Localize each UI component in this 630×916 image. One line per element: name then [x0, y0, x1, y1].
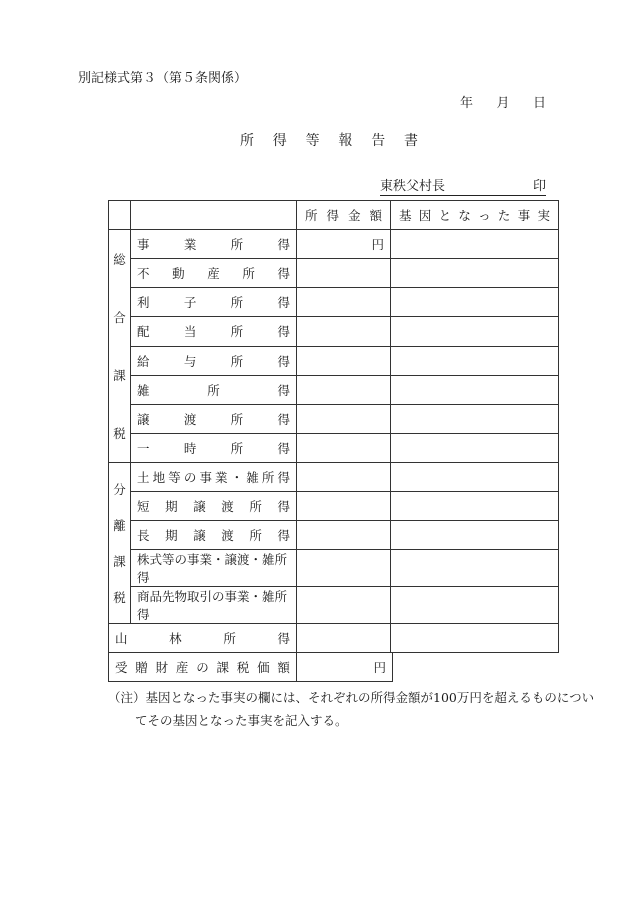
income-type-char: 所 [230, 353, 244, 369]
income-type-char: 所 [261, 470, 275, 485]
income-type-char: 長 [137, 528, 150, 543]
income-type-label [131, 404, 297, 433]
income-amount-cell[interactable] [297, 404, 391, 433]
amount-header-char: 所 [305, 208, 318, 223]
amount-header-char: 得 [326, 208, 339, 223]
group-label-char: 離 [113, 517, 126, 533]
amount-header-char: 金 [347, 208, 361, 223]
gift-label-char: 額 [277, 660, 290, 675]
income-type-char: ・ [230, 470, 244, 485]
income-amount-cell[interactable] [297, 259, 391, 288]
income-type-char: 土 [137, 470, 150, 485]
income-amount-cell[interactable] [297, 288, 391, 317]
table-row [109, 404, 559, 433]
gift-label-char: 贈 [135, 660, 148, 675]
basis-fact-cell[interactable] [391, 433, 559, 462]
income-table [108, 200, 559, 653]
income-type-char: 譲 [193, 499, 206, 514]
table-row [109, 375, 559, 404]
income-type-char: 等 [168, 470, 181, 485]
year-label: 年 [460, 96, 474, 111]
income-type-char: 所 [249, 528, 262, 543]
forestry-label-char: 山 [115, 631, 128, 646]
gift-label-char: 税 [236, 660, 250, 675]
table-row [109, 288, 559, 317]
income-amount-cell[interactable] [297, 375, 391, 404]
income-type-label [131, 259, 297, 288]
income-type-label [131, 587, 297, 624]
addressee-name: 東秩父村長 [380, 179, 446, 194]
title-char: 告 [371, 133, 386, 149]
basis-header-char: 因 [418, 208, 432, 223]
income-type-label [131, 433, 297, 462]
gift-label-char: 財 [155, 660, 169, 675]
income-type-label [131, 230, 297, 259]
income-type-char: 所 [230, 237, 244, 253]
income-type-char: 譲 [193, 528, 206, 543]
income-type-label [131, 550, 297, 587]
table-row [109, 433, 559, 462]
group-label-char: 税 [113, 590, 126, 606]
basis-fact-cell[interactable] [391, 463, 559, 492]
note-line-1: （注）基因となった事実の欄には、それぞれの所得金額が100万円を超えるものについ [108, 690, 595, 705]
basis-fact-cell[interactable] [391, 375, 559, 404]
income-type-char: 子 [183, 295, 197, 311]
income-amount-cell[interactable] [297, 550, 391, 587]
note-line-2: てその基因となった事実を記入する。 [135, 713, 348, 728]
income-type-char: 株式等の事業・譲渡・雑所得 [137, 552, 288, 585]
income-type-char: 短 [137, 499, 150, 514]
income-type-char: 所 [249, 499, 262, 514]
gift-label [115, 658, 290, 676]
income-type-char: 所 [207, 382, 220, 398]
income-type-char: 期 [165, 528, 178, 543]
page-title [240, 130, 418, 150]
gift-table [108, 652, 393, 682]
income-type-char: 不 [137, 266, 150, 282]
income-type-char: 地 [152, 470, 166, 485]
income-type-char: 得 [277, 499, 290, 514]
seal-mark: 印 [532, 179, 546, 194]
basis-header [391, 201, 559, 230]
basis-header-char: た [497, 208, 511, 223]
basis-header-char: 基 [399, 208, 412, 223]
income-amount-cell[interactable] [297, 346, 391, 375]
income-type-char: 産 [207, 266, 220, 282]
income-type-char: 渡 [183, 411, 197, 427]
gift-label-char: 産 [175, 660, 189, 675]
basis-fact-cell[interactable] [391, 404, 559, 433]
table-row [109, 317, 559, 346]
title-char: 書 [403, 133, 418, 149]
income-type-char: 所 [230, 440, 244, 456]
income-type-char: 得 [277, 237, 290, 253]
income-amount-cell[interactable] [297, 463, 391, 492]
group-label-char: 総 [113, 252, 126, 267]
group-label-char: 分 [113, 481, 126, 497]
gift-label-cell [109, 653, 297, 682]
title-char: 報 [338, 133, 353, 149]
header-blank [109, 201, 131, 230]
income-type-char: 与 [183, 353, 197, 369]
income-type-char: 利 [137, 295, 150, 311]
income-type-char: 期 [165, 499, 178, 514]
income-type-char: 所 [242, 266, 255, 282]
income-type-char: 渡 [221, 528, 234, 543]
income-amount-cell[interactable] [297, 492, 391, 521]
basis-fact-cell[interactable] [391, 624, 559, 653]
income-type-char: 得 [277, 440, 290, 456]
basis-header-char: な [458, 208, 471, 223]
header-blank [131, 201, 297, 230]
income-amount-cell[interactable] [297, 521, 391, 550]
basis-fact-cell[interactable] [391, 521, 559, 550]
basis-header-char: っ [478, 208, 491, 223]
gift-amount-cell[interactable] [297, 653, 393, 682]
basis-fact-cell[interactable] [391, 587, 559, 624]
gift-label-char: 受 [115, 660, 128, 675]
yen-unit: 円 [373, 660, 386, 675]
income-type-char: 得 [277, 382, 290, 398]
basis-fact-cell[interactable] [391, 317, 559, 346]
table-row [109, 550, 559, 587]
forestry-label [109, 624, 297, 653]
table-row [109, 624, 559, 653]
income-type-char: 得 [277, 266, 290, 282]
group-label-char: 課 [113, 368, 126, 383]
income-type-char: 雑 [137, 382, 150, 398]
income-type-char: 得 [277, 470, 290, 485]
forestry-label-char: 林 [169, 631, 182, 646]
table-row [109, 521, 559, 550]
income-type-char: 動 [172, 266, 185, 282]
income-type-char: 得 [277, 353, 290, 369]
income-type-label [131, 492, 297, 521]
gift-label-char: の [196, 660, 209, 675]
income-type-label [131, 521, 297, 550]
table-row [109, 463, 559, 492]
income-type-char: 得 [277, 324, 290, 340]
table-header-row [109, 201, 559, 230]
date-line [460, 92, 546, 111]
forestry-label-char: 所 [223, 631, 236, 646]
income-amount-cell[interactable] [297, 433, 391, 462]
income-type-char: 得 [277, 528, 290, 543]
addressee-line [380, 175, 546, 196]
income-type-char: 譲 [137, 411, 150, 427]
title-char: 所 [240, 133, 254, 149]
basis-header-char: と [438, 208, 452, 223]
income-type-char: 所 [230, 324, 244, 340]
month-label: 月 [496, 96, 510, 111]
gift-label-char: 課 [216, 660, 229, 675]
amount-header [297, 201, 391, 230]
income-type-char: の [183, 470, 197, 485]
income-type-char: 雑 [246, 470, 259, 485]
income-type-char: 得 [277, 411, 290, 427]
form-reference: 別記様式第３（第５条関係） [78, 71, 248, 86]
group-label [109, 230, 131, 463]
table-row [109, 492, 559, 521]
income-amount-cell[interactable] [297, 317, 391, 346]
yen-unit: 円 [371, 237, 384, 253]
basis-fact-cell[interactable] [391, 346, 559, 375]
income-type-char: 商品先物取引の事業・雑所得 [137, 589, 288, 622]
basis-header-char: 事 [517, 208, 531, 223]
day-label: 日 [532, 96, 546, 111]
title-char: 得 [272, 133, 287, 149]
income-type-char: 所 [230, 295, 244, 311]
basis-fact-cell[interactable] [391, 259, 559, 288]
table-row [109, 259, 559, 288]
income-type-char: 一 [137, 440, 150, 456]
group-label-char: 課 [113, 554, 126, 570]
income-type-char: 当 [183, 324, 197, 340]
basis-fact-cell[interactable] [391, 288, 559, 317]
income-type-char: 渡 [221, 499, 234, 514]
income-type-char: 時 [183, 440, 197, 456]
table-row [109, 346, 559, 375]
basis-header-char: 実 [537, 208, 550, 223]
income-type-label [131, 317, 297, 346]
income-type-char: 所 [230, 411, 244, 427]
income-type-char: 得 [277, 295, 290, 311]
income-type-char: 業 [215, 470, 228, 485]
forestry-label-char: 得 [277, 631, 290, 646]
income-type-label [131, 346, 297, 375]
income-type-char: 配 [137, 324, 150, 340]
table-row [109, 230, 559, 259]
income-amount-cell[interactable] [297, 230, 391, 259]
basis-fact-cell[interactable] [391, 492, 559, 521]
income-type-char: 事 [199, 470, 212, 485]
income-type-label [131, 288, 297, 317]
gift-label-char: 価 [257, 660, 270, 675]
group-label-char: 税 [113, 426, 126, 441]
income-type-char: 事 [137, 237, 150, 253]
income-type-char: 給 [137, 353, 150, 369]
income-type-label [131, 463, 297, 492]
income-amount-cell[interactable] [297, 587, 391, 624]
income-type-label [131, 375, 297, 404]
income-amount-cell[interactable] [297, 624, 391, 653]
income-type-char: 業 [183, 237, 197, 253]
table-row [109, 587, 559, 624]
basis-fact-cell[interactable] [391, 230, 559, 259]
basis-fact-cell[interactable] [391, 550, 559, 587]
amount-header-char: 額 [369, 208, 382, 223]
group-label-char: 合 [113, 310, 126, 325]
group-label [109, 463, 131, 624]
title-char: 等 [305, 133, 320, 149]
